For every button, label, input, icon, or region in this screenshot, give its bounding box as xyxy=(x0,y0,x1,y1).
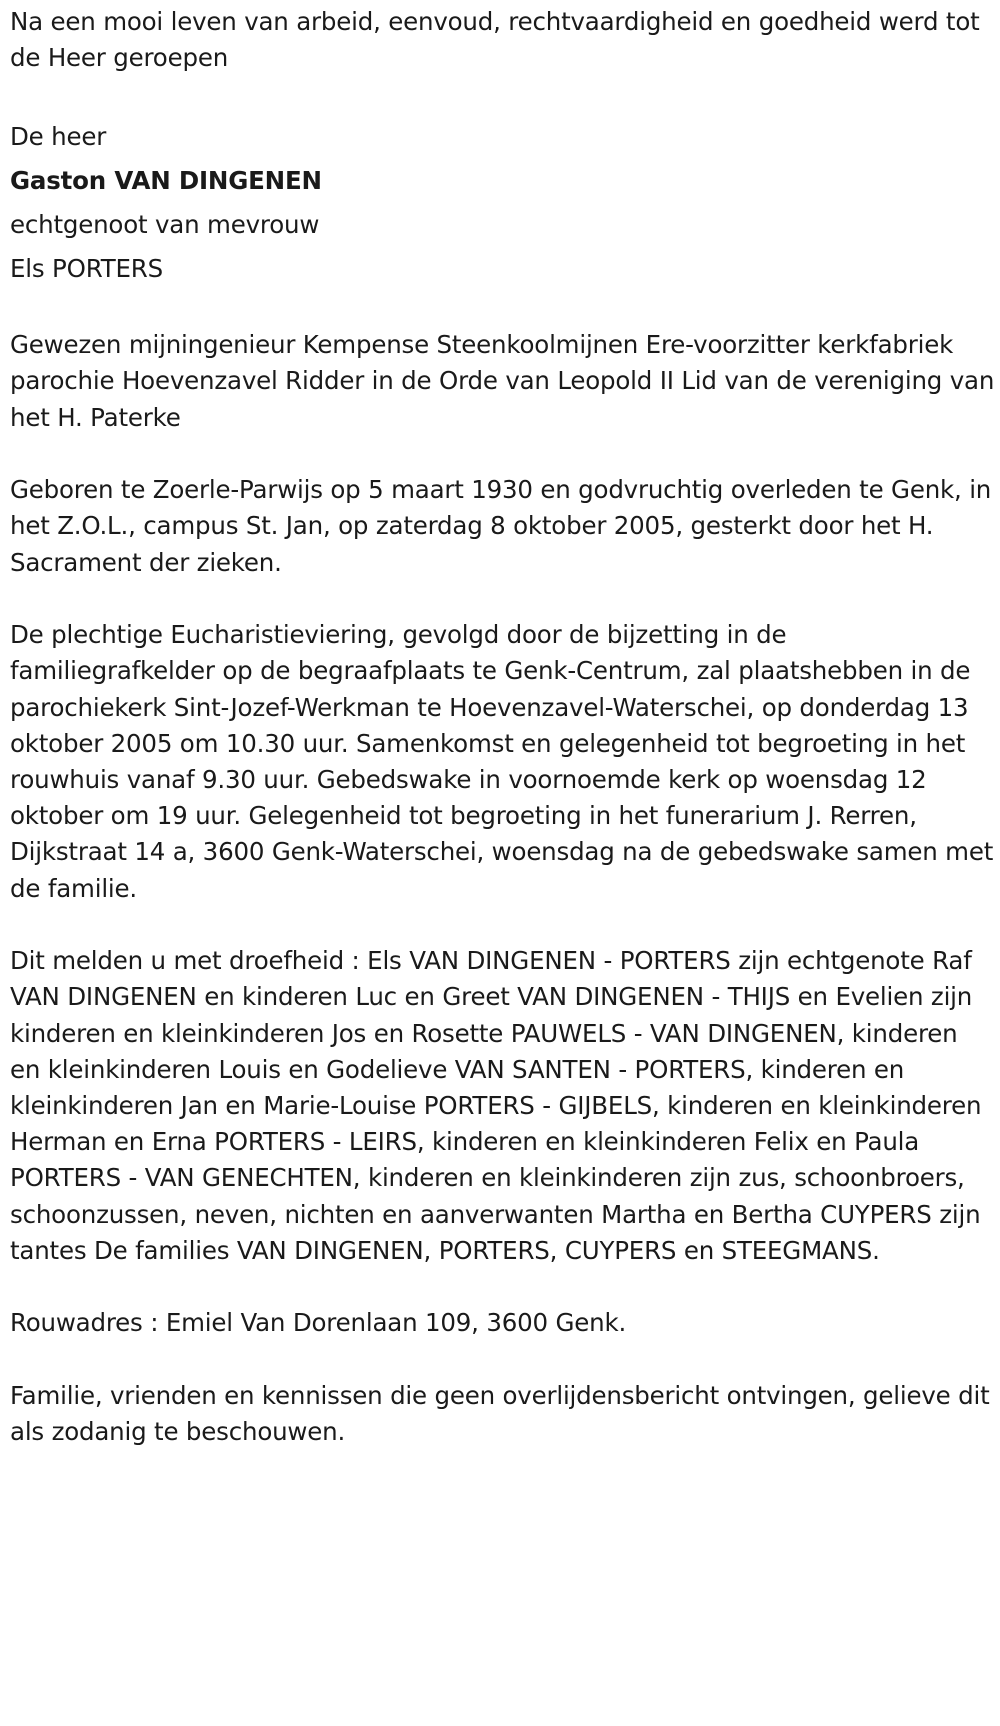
intro-text: Na een mooi leven van arbeid, eenvoud, rechtvaardigheid en goedheid werd tot de Heer geroepen xyxy=(10,7,980,73)
titles-text: Gewezen mijningenieur Kempense Steenkoolmijnen Ere-voorzitter kerkfabriek parochie Hoevenzavel Ridder in de Orde van Leopold II Lid van de vereniging van het H. Paterke xyxy=(10,330,995,432)
deceased-name: Gaston VAN DINGENEN xyxy=(10,165,322,195)
address-text: Rouwadres : Emiel Van Dorenlaan 109, 3600 Genk. xyxy=(10,1308,627,1338)
ceremony-text: De plechtige Eucharistieviering, gevolgd door de bijzetting in de familiegrafkelder op de begraafplaats te Genk-Centrum, zal plaatshebben in de parochiekerk Sint-Jozef-Werkman te Hoevenzavel-Waterschei, op donderdag 13 oktober 2005 om 10.30 uur. Samenkomst en gelegenheid tot begroeting in het rouwhuis vanaf 9.30 uur. Gebedswake in voornoemde kerk op woensdag 12 oktober om 19 uur. Gelegenheid tot begroeting in het funerarium J. Rerren, Dijkstraat 14 a, 3600 Genk-Waterschei, woensdag na de gebedswake samen met de familie. xyxy=(10,620,994,903)
family-text: Dit melden u met droefheid : Els VAN DINGENEN - PORTERS zijn echtgenote Raf VAN DINGENEN en kinderen Luc en Greet VAN DINGENEN - THIJS en Evelien zijn kinderen en kleinkinderen Jos en Rosette PAUWELS - VAN DINGENEN, kinderen en kleinkinderen Louis en Godelieve VAN SANTEN - PORTERS, kinderen en kleinkinderen Jan en Marie-Louise PORTERS - GIJBELS, kinderen en kleinkinderen Herman en Erna PORTERS - LEIRS, kinderen en kleinkinderen Felix en Paula PORTERS - VAN GENECHTEN, kinderen en kleinkinderen zijn zus, schoonbroers, schoonzussen, neven, nichten en aanverwanten Martha en Bertha CUYPERS zijn tantes De families VAN DINGENEN, PORTERS, CUYPERS en STEEGMANS. xyxy=(10,946,982,1265)
obituary-document xyxy=(10,4,995,1450)
salutation: De heer xyxy=(10,121,107,151)
spouse-name: Els PORTERS xyxy=(10,253,163,283)
closing-text: Familie, vrienden en kennissen die geen overlijdensbericht ontvingen, gelieve dit als zodanig te beschouwen. xyxy=(10,1381,990,1447)
spouse-label: echtgenoot van mevrouw xyxy=(10,209,320,239)
birth-death-text: Geboren te Zoerle-Parwijs op 5 maart 1930 en godvruchtig overleden te Genk, in het Z.O.L., campus St. Jan, op zaterdag 8 oktober 2005, gesterkt door het H. Sacrament der zieken. xyxy=(10,475,992,577)
